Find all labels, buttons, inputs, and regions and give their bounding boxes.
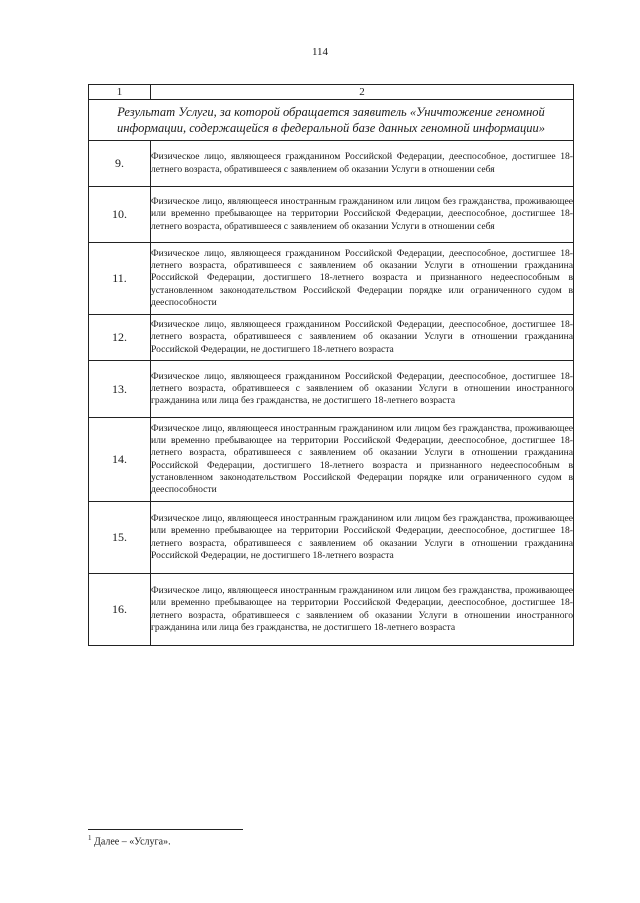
table-row [89, 502, 574, 574]
row-description: Физическое лицо, являющееся иностранным гражданином или лицом без гражданства, проживающее или временно пребывающее на территории Российской Федерации, дееспособное, достигшее 18-летнего возраста, обратившееся с заявлением об оказании Услуги в отношении иностранного гражданина или лица без гражданства, не достигшего 18-летнего возраста [151, 574, 574, 646]
table-row [89, 361, 574, 418]
row-description: Физическое лицо, являющееся иностранным гражданином или лицом без гражданства, проживающее или временно пребывающее на территории Российской Федерации, дееспособное, достигшее 18-летнего возраста, обратившееся с заявлением об оказании Услуги в отношении себя [151, 187, 574, 243]
section-title-row [89, 100, 574, 141]
footnote-text: Далее – «Услуга». [94, 836, 171, 848]
footnote-marker: 1 [88, 834, 92, 842]
row-description: Физическое лицо, являющееся иностранным гражданином или лицом без гражданства, проживающее или временно пребывающее на территории Российской Федерации, дееспособное, достигшее 18-летнего возраста, обратившееся с заявлением об оказании Услуги в отношении гражданина Российской Федерации, не достигшего 18-летнего возраста [151, 502, 574, 574]
column-header-2: 2 [151, 85, 574, 100]
footnote [88, 834, 171, 847]
page-number: 114 [311, 46, 329, 58]
table-row [89, 574, 574, 646]
row-number: 11. [89, 243, 151, 315]
table-row [89, 141, 574, 187]
row-description: Физическое лицо, являющееся гражданином Российской Федерации, дееспособное, достигшее 18-летнего возраста, обратившееся с заявлением об оказании Услуги в отношении иностранного гражданина или лица без гражданства, не достигшего 18-летнего возраста [151, 361, 574, 418]
table-row [89, 418, 574, 502]
row-number: 12. [89, 315, 151, 361]
section-title: Результат Услуги, за которой обращается заявитель «Уничтожение геномной информации, содержащейся в федеральной базе данных геномной информации» [89, 100, 574, 141]
row-number: 9. [89, 141, 151, 187]
row-number: 13. [89, 361, 151, 418]
table-row [89, 315, 574, 361]
row-description: Физическое лицо, являющееся иностранным гражданином или лицом без гражданства, проживающее или временно пребывающее на территории Российской Федерации, дееспособное, достигшее 18-летнего возраста, обратившееся с заявлением об оказании Услуги в отношении гражданина Российской Федерации, достигшего 18-летнего возраста и признанного недееспособным в установленном законодательством Российской Федерации порядке или ограниченного судом в дееспособности [151, 418, 574, 502]
table-row [89, 243, 574, 315]
table-row [89, 187, 574, 243]
footnote-divider [88, 829, 243, 830]
applicants-table [88, 84, 574, 646]
column-header-1: 1 [89, 85, 151, 100]
row-number: 10. [89, 187, 151, 243]
row-description: Физическое лицо, являющееся гражданином Российской Федерации, дееспособное, достигшее 18-летнего возраста, обратившееся с заявлением об оказании Услуги в отношении гражданина Российской Федерации, не достигшего 18-летнего возраста [151, 315, 574, 361]
row-number: 16. [89, 574, 151, 646]
row-description: Физическое лицо, являющееся гражданином Российской Федерации, дееспособное, достигшее 18-летнего возраста, обратившееся с заявлением об оказании Услуги в отношении себя [151, 141, 574, 187]
row-description: Физическое лицо, являющееся гражданином Российской Федерации, дееспособное, достигшее 18-летнего возраста, обратившееся с заявлением об оказании Услуги в отношении гражданина Российской Федерации, достигшего 18-летнего возраста и признанного недееспособным в установленном законодательством Российской Федерации порядке или ограниченного судом в дееспособности [151, 243, 574, 315]
table-header-row [89, 85, 574, 100]
row-number: 14. [89, 418, 151, 502]
row-number: 15. [89, 502, 151, 574]
